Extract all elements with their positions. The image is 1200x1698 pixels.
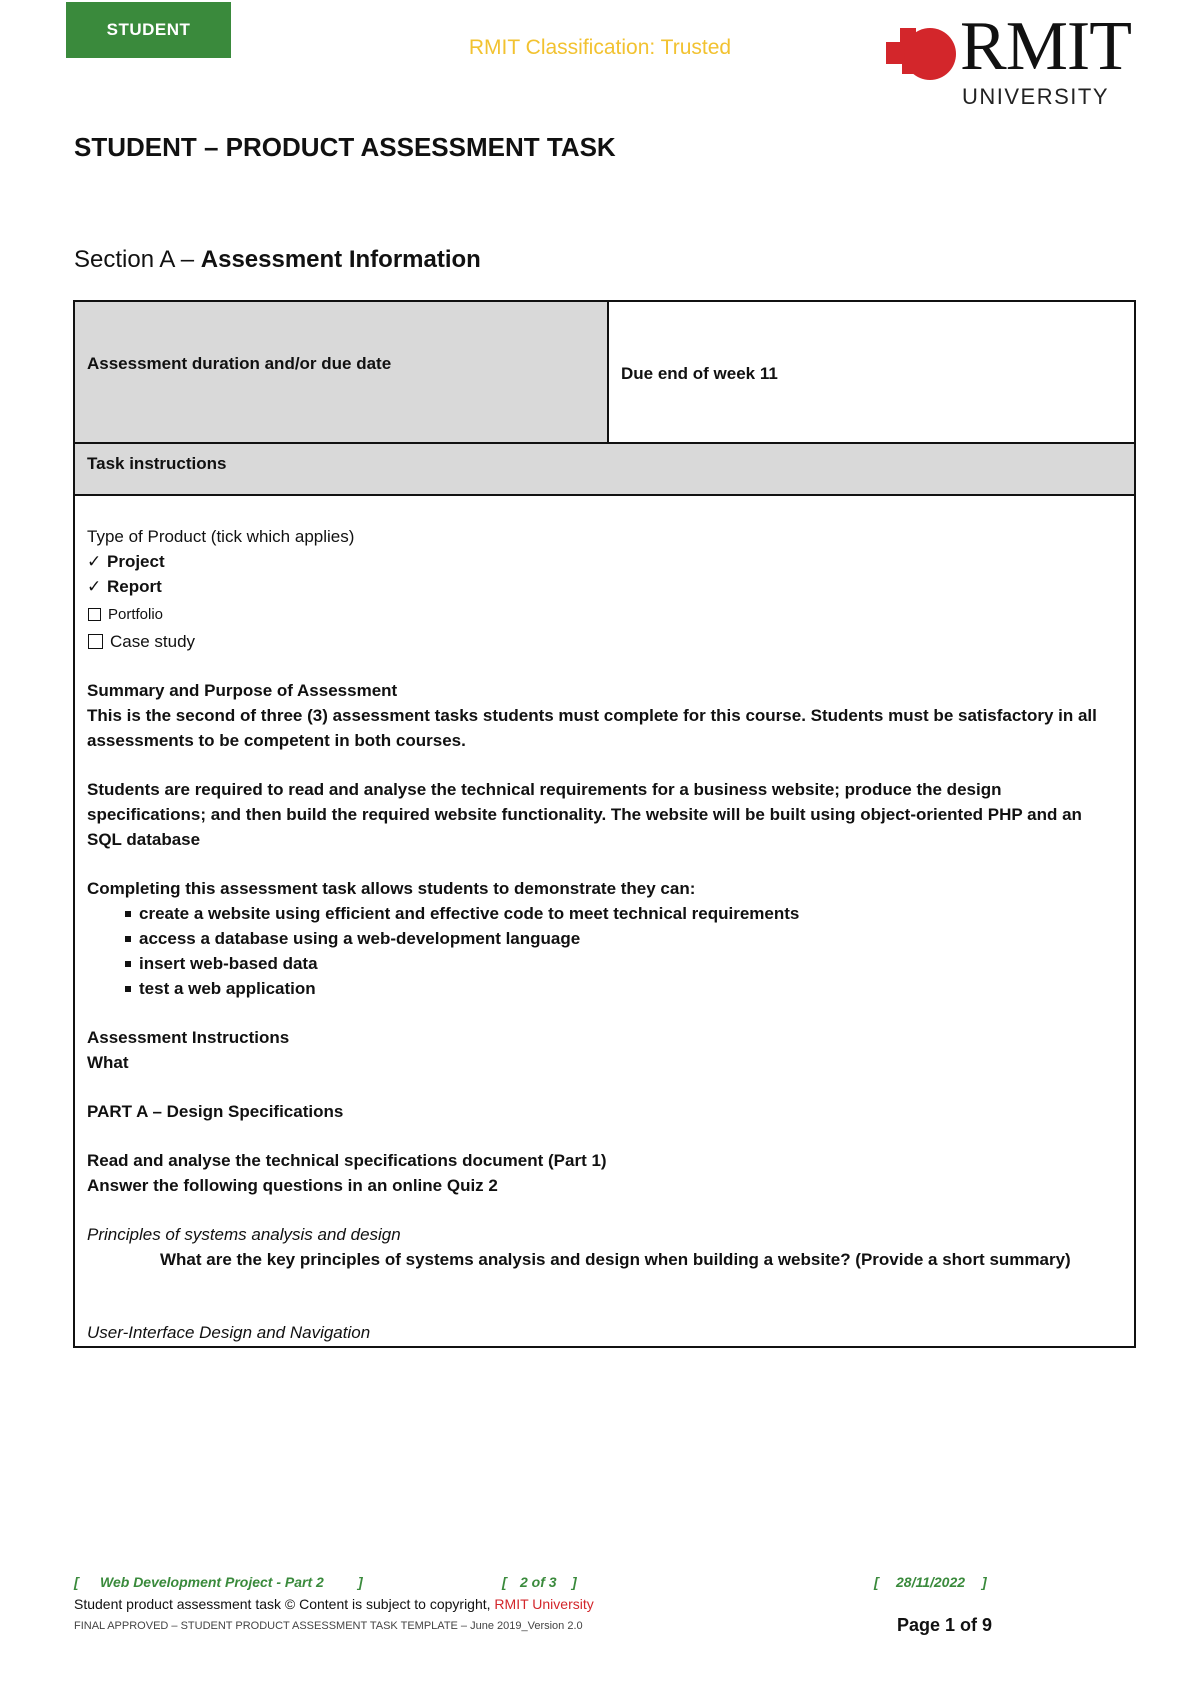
footer-part-number: 2 of 3	[520, 1574, 557, 1590]
classification-label: RMIT Classification: Trusted	[468, 36, 732, 59]
type-option-label: Portfolio	[108, 606, 164, 623]
page-title: STUDENT – PRODUCT ASSESSMENT TASK	[74, 132, 616, 162]
page-number: Page 1 of 9	[897, 1615, 993, 1635]
footer-bracket: ]	[572, 1574, 577, 1590]
summary-heading: Summary and Purpose of Assessment	[87, 681, 398, 700]
read-instruction: Read and analyse the technical specifications document (Part 1)	[87, 1151, 607, 1170]
task-content	[87, 524, 1117, 1345]
section-prefix: Section A –	[74, 246, 201, 273]
copyright-text: Student product assessment task © Content is subject to copyright,	[74, 1596, 495, 1612]
footer-bracket: ]	[358, 1574, 363, 1590]
assessment-info-table	[73, 300, 1136, 1348]
type-option-report	[87, 574, 1117, 599]
checkmark-icon: ✓	[87, 577, 102, 596]
list-item: access a database using a web-development language	[139, 926, 1117, 951]
student-badge: STUDENT	[66, 2, 231, 58]
list-item: insert web-based data	[139, 951, 1117, 976]
footer-bracket: [	[74, 1574, 79, 1590]
students-requirement-text: Students are required to read and analyse the technical requirements for a business website; produce the design specifications; and then build the required website functionality. The website will be built using object-oriented PHP and an SQL database	[87, 780, 1082, 849]
list-item: create a website using efficient and effective code to meet technical requirements	[139, 901, 1117, 926]
empty-checkbox-icon	[88, 634, 103, 649]
task-instructions-label: Task instructions	[87, 454, 227, 473]
footer-template-line: FINAL APPROVED – STUDENT PRODUCT ASSESSMENT TASK TEMPLATE – June 2019_Version 2.0	[74, 1620, 583, 1632]
rmit-pixel-mark-icon	[886, 24, 958, 84]
footer-meta-row	[74, 1574, 994, 1598]
what-label: What	[87, 1053, 129, 1072]
footer-bracket: ]	[982, 1574, 987, 1590]
answer-instruction: Answer the following questions in an online Quiz 2	[87, 1176, 498, 1195]
footer-project-name: Web Development Project - Part 2	[100, 1574, 324, 1590]
type-heading: Type of Product (tick which applies)	[87, 527, 355, 546]
summary-text: This is the second of three (3) assessment tasks students must complete for this course. Students must be satisfactory in all assessments to be competent in both courses.	[87, 706, 1097, 750]
task-instructions-cell	[75, 444, 1134, 496]
ui-design-heading: User-Interface Design and Navigation	[87, 1323, 371, 1342]
type-option-portfolio	[87, 602, 1117, 627]
type-option-label: Report	[107, 577, 162, 596]
section-title: Assessment Information	[200, 246, 481, 273]
type-option-case-study	[87, 629, 1117, 654]
footer-copyright	[74, 1596, 594, 1612]
footer-bracket: [	[502, 1574, 507, 1590]
duration-value-cell	[609, 302, 1136, 444]
principles-question: What are the key principles of systems analysis and design when building a website? (Provide a short summary)	[160, 1250, 1071, 1269]
type-option-project	[87, 549, 1117, 574]
duration-label-cell	[75, 302, 609, 444]
part-a-heading: PART A – Design Specifications	[87, 1102, 344, 1121]
instructions-heading: Assessment Instructions	[87, 1028, 290, 1047]
type-option-label: Project	[107, 552, 165, 571]
duration-value: Due end of week 11	[621, 364, 778, 383]
list-item: test a web application	[139, 976, 1117, 1001]
outcomes-list	[87, 901, 1117, 1001]
principles-heading: Principles of systems analysis and design	[87, 1225, 401, 1244]
logo-subtitle: UNIVERSITY	[962, 84, 1110, 109]
rmit-logo	[886, 8, 1136, 114]
copyright-org: RMIT University	[494, 1596, 594, 1612]
duration-label: Assessment duration and/or due date	[87, 354, 392, 373]
footer-date: 28/11/2022	[896, 1574, 966, 1590]
completing-heading: Completing this assessment task allows students to demonstrate they can:	[87, 879, 696, 898]
logo-wordmark: RMIT	[960, 8, 1131, 85]
footer-bracket: [	[874, 1574, 879, 1590]
checkmark-icon: ✓	[87, 552, 102, 571]
section-heading	[74, 246, 481, 274]
type-option-label: Case study	[110, 632, 196, 651]
empty-checkbox-icon	[88, 608, 101, 621]
